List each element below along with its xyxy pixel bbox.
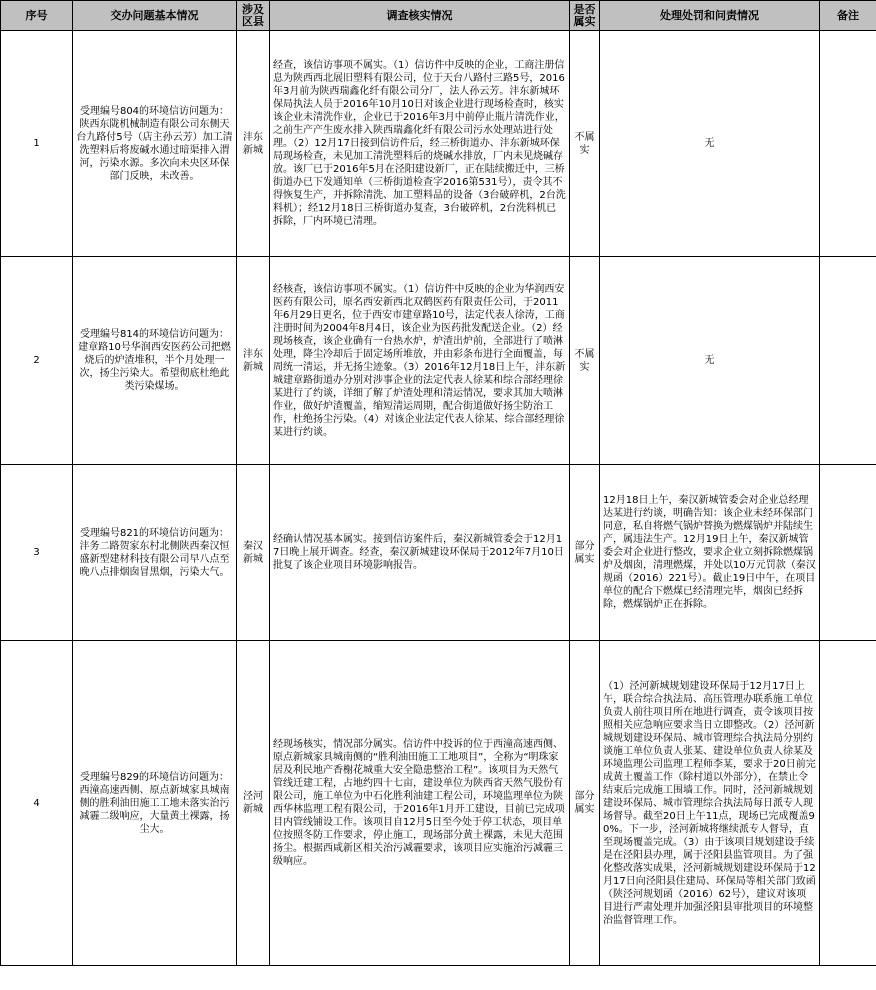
cell-district: 沣东新城 — [237, 31, 270, 257]
cell-handling: （1）泾河新城规划建设环保局于12月17日上午，联合综合执法局、高压管理办联系施工单位负责人前往项目所在地进行调查，责令该项目按照相关应急响应要求当日立即整改。（2）泾河新城规划建设环保局、城市管理综合执法局分别约谈施工单位负责人张某、建设单位负责人徐某及环境监理公司监理工程师李某，要求于20日前完成黄土覆盖工作（除村道以外部分），在禁止令结束后完成施工围墙工作。同时，泾河新城规划建设环保局、城市管理综合执法局每日派专人现场督导。截至20日上午11点，现场已完成覆盖90%。下一步，泾河新城将继续派专人督导，直至现场覆盖完成。（3）由于该项目规划建设手续是在泾阳县办理，属于泾阳县监管项目。为了强化整改落实成果，泾河新城规划建设环保局于12月17日向泾阳县住建局、环保局等相关部门致函（陕泾河规划函（2016）62号），建议对该项目进行严肃处理并加强泾阳县审批项目的环境整治监督管理工作。 — [600, 641, 820, 966]
header-district: 涉及区县 — [237, 1, 270, 31]
cell-district: 沣东新城 — [237, 257, 270, 465]
table-row — [1, 31, 876, 257]
cell-problem: 受理编号804的环境信访问题为：陕西东陇机械制造有限公司东侧天台九路付5号（店主孙云芳）加工清洗塑料后将废碱水通过暗渠排入渭河，污染水源。多次向未央区环保部门反映，未改善。 — [73, 31, 237, 257]
cell-seq: 2 — [1, 257, 73, 465]
header-verified: 是否属实 — [570, 1, 600, 31]
cell-investigation: 经确认情况基本属实。接到信访案件后，秦汉新城管委会于12月17日晚上展开调查。经查，秦汉新城建设环保局于2012年7月10日批复了该企业项目环境影响报告。 — [270, 465, 570, 641]
cell-investigation: 经查，该信访事项不属实。（1）信访件中反映的企业，工商注册信息为陕西西北展旧塑料有限公司，位于天台八路付三路5号，2016年3月前为陕西瑞鑫化纤有限公司分厂，法人孙云芳。沣东新城环保局执法人员于2016年10月10日对该企业进行现场检查时，核实该企业未清洗作业，企业已于2016年3月中前停止瓶片清洗作业，之前生产产生废水排入陕西瑞鑫化纤有限公司污水处理站进行处理。（2）12月17日接到信访件后，经三桥街道办、沣东新城环保局现场检查，未见加工清洗塑料后的烧碱水排放，厂内未见烧碱存放。该厂已于2016年5月在泾阳建设新厂，正在陆续搬迁中，三桥街道办已下发通知单（三桥街道检查字2016第531号），责令其不得恢复生产，并拆除清洗、加工塑料品的设备（3台破碎机，2台洗料机）；经12月18日三桥街道办复查，3台破碎机，2台洗料机已拆除，厂内环境已清理。 — [270, 31, 570, 257]
cell-verified: 不属实 — [570, 257, 600, 465]
cell-investigation: 经核查，该信访事项不属实。（1）信访件中反映的企业为华润西安医药有限公司，原名西安新西北双鹤医药有限责任公司，于2011年6月29日更名，位于西安市建章路10号，法定代表人徐涛，工商注册时间为2004年8月4日，该企业为医药批发配送企业。（2）经现场核查，该企业确有一台热水炉，炉渣出炉前，全部进行了喷淋处理，降尘冷却后于固定场所堆放，并由彩条布进行全面覆盖，每周统一清运，并无扬尘迹象。（3）2016年12月18日上午，沣东新城建章路街道办分别对涉事企业的法定代表人徐某和综合部经理徐某进行了约谈，详细了解了炉渣处理和清运情况，要求其加大喷淋作业，做好炉渣覆盖，缩短清运周期，配合街道做好扬尘防治工作，杜绝扬尘污染。（4）对该企业法定代表人徐某、综合部经理徐某进行约谈。 — [270, 257, 570, 465]
header-seq: 序号 — [1, 1, 73, 31]
cell-district: 秦汉新城 — [237, 465, 270, 641]
cell-seq: 4 — [1, 641, 73, 966]
cell-investigation: 经现场核实，情况部分属实。信访件中投诉的位于西潼高速西侧、原点新城家具城南侧的“胜利油田施工工地项目”，全称为“明珠家居及利民地产香榭花城重大安全隐患整治工程”。该项目为天然气管线迁建工程，占地约四十七亩，建设单位为陕西省天然气股份有限公司，施工单位为中石化胜利油建工程公司，环境监理单位为陕西华林监理工程有限公司，于2016年1月开工建设，目前已完成项目内管线铺设工作。该项目自12月5日至今处于停工状态，项目单位按照冬防工作要求，停止施工，现场部分黄土裸露，未见大范围扬尘。根据西咸新区相关治污减霾要求，该项目应实施治污减霾三级响应。 — [270, 641, 570, 966]
cell-seq: 3 — [1, 465, 73, 641]
cell-remark — [820, 465, 876, 641]
header-remark: 备注 — [820, 1, 876, 31]
cell-problem: 受理编号829的环境信访问题为：西潼高速西侧、原点新城家具城南侧的胜利油田施工工地未落实治污减霾二级响应，大量黄土裸露，扬尘大。 — [73, 641, 237, 966]
cell-verified: 不属实 — [570, 31, 600, 257]
cell-handling: 无 — [600, 257, 820, 465]
cell-district: 泾河新城 — [237, 641, 270, 966]
table-row — [1, 465, 876, 641]
header-problem: 交办问题基本情况 — [73, 1, 237, 31]
table-row — [1, 257, 876, 465]
cell-verified: 部分属实 — [570, 465, 600, 641]
header-investigation: 调查核实情况 — [270, 1, 570, 31]
cell-handling: 12月18日上午，秦汉新城管委会对企业总经理达某进行约谈，明确告知：该企业未经环保部门同意，私自将燃气锅炉替换为燃煤锅炉并陆续生产，属违法生产。12月19日上午，秦汉新城管委会对企业进行整改，要求企业立刻拆除燃煤锅炉及烟囱，清理燃煤，并处以10万元罚款（秦汉规函（2016）221号）。截止19日中午，在项目单位的配合下燃煤已经清理完毕，烟囱已经拆除，燃煤锅炉正在拆除。 — [600, 465, 820, 641]
cell-seq: 1 — [1, 31, 73, 257]
cell-handling: 无 — [600, 31, 820, 257]
cell-problem: 受理编号821的环境信访问题为：沣务二路贺家东村北侧陕西秦汉恒盛新型建材科技有限公司早八点至晚八点排烟囱冒黑烟，污染大气。 — [73, 465, 237, 641]
cell-remark — [820, 641, 876, 966]
table-row — [1, 641, 876, 966]
cell-verified: 部分属实 — [570, 641, 600, 966]
header-row — [1, 1, 876, 31]
header-handling: 处理处罚和问责情况 — [600, 1, 820, 31]
cell-remark — [820, 257, 876, 465]
cell-problem: 受理编号814的环境信访问题为：建章路10号华润西安医药公司把燃烧后的炉渣堆积，半个月处理一次，扬尘污染大。希望彻底杜绝此类污染煤场。 — [73, 257, 237, 465]
cell-remark — [820, 31, 876, 257]
